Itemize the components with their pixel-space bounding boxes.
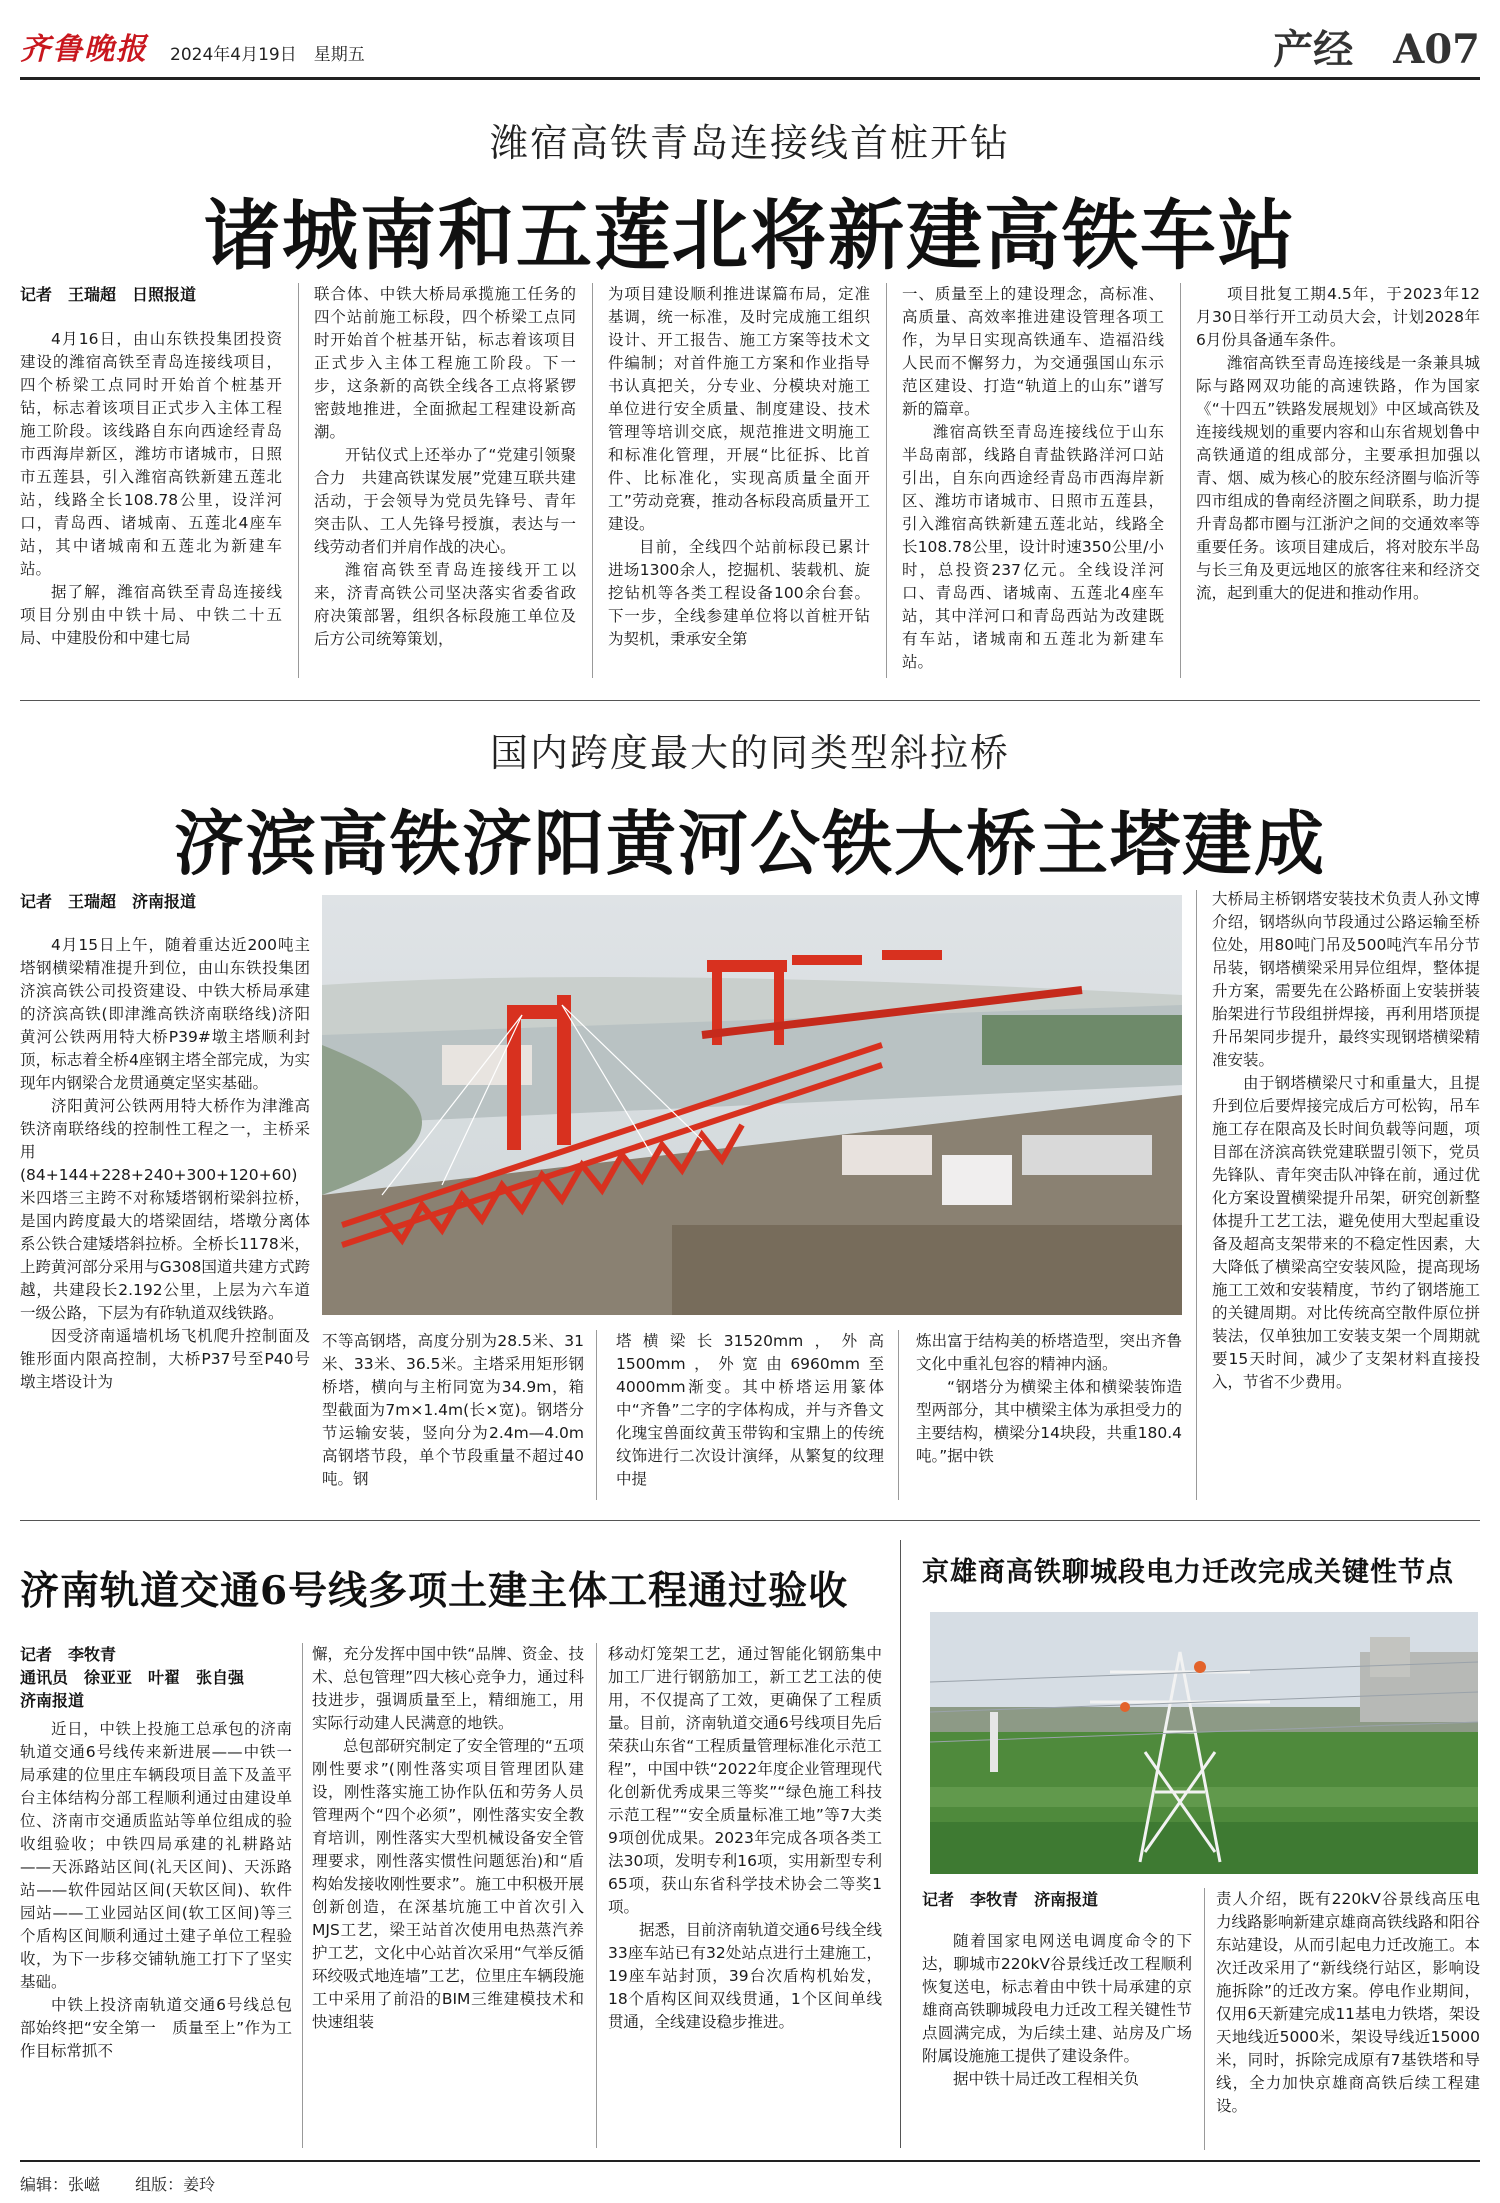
story1-headline: 诸城南和五莲北将新建高铁车站 [204, 191, 1296, 280]
paragraph: “钢塔分为横梁主体和横梁装饰造型两部分，其中横梁主体为承担受力的主要结构，横梁分14块段，共重180.4吨。”据中铁 [916, 1378, 1182, 1465]
story1-kicker: 潍宿高铁青岛连接线首桩开钻 [489, 121, 1010, 165]
paragraph: 随着国家电网送电调度命令的下达，聊城市220kV谷景线迁改工程顺利恢复送电，标志着由中铁十局承建的京雄商高铁聊城段电力迁改工程关键性节点圆满完成，为后续土建、站房及广场附属设施施工提供了建设条件。 [922, 1932, 1192, 2065]
issue-date: 2024年4月19日 星期五 [170, 45, 365, 65]
story2-byline: 记者 王瑞超 济南报道 [20, 892, 197, 911]
story2-column-4 [916, 1330, 1182, 1500]
story2-kicker: 国内跨度最大的同类型斜拉桥 [489, 731, 1010, 775]
paragraph: 塔横梁长31520mm，外高1500mm，外宽由6960mm至4000mm渐变。其中桥塔运用篆体中“齐鲁”二字的字体构成，并与齐鲁文化瑰宝兽面纹黄玉带钩和宝鼎上的传统纹饰进行二次设计演绎，从繁复的纹理中提 [616, 1332, 884, 1488]
power-tower-image [930, 1612, 1478, 1874]
paragraph: 一、质量至上的建设理念，高标准、高质量、高效率推进建设管理各项工作，为早日实现高铁通车、造福沿线人民而不懈努力，为交通强国山东示范区建设、打造“轨道上的山东”谱写新的篇章。 [902, 285, 1164, 418]
paragraph: 潍宿高铁至青岛连接线位于山东半岛南部，线路自青盐铁路洋河口站引出，自东向西途经青岛市西海岸新区、潍坊市诸城市、日照市五莲县，引入潍宿高铁新建五莲北站，线路全长108.78公里，设计时速350公里/小时，总投资237亿元。全线设洋河口、青岛西、诸城南、五莲北4座车站，其中洋河口和青岛西站为改建既有车站，诸城南和五莲北为新建车站。 [902, 423, 1164, 671]
story3-byline-reporter: 记者 李牧青 [20, 1645, 117, 1664]
story3-column-1 [20, 1718, 292, 2148]
paragraph: 4月16日，由山东铁投集团投资建设的潍宿高铁至青岛连接线项目，四个桥梁工点同时开始首个桩基开钻，标志着该项目正式步入主体工程施工阶段。该线路自东向西途经青岛市西海岸新区，潍坊市诸城市，日照市五莲县，引入潍宿高铁新建五莲北站，线路全长108.78公里，设洋河口，青岛西、诸城南、五莲北4座车站，其中诸城南和五莲北为新建车站。 [20, 330, 282, 578]
story4-headline: 京雄商高铁聊城段电力迁改完成关键性节点 [922, 1557, 1454, 1588]
editor-credit: 编辑：张嵫 [20, 2175, 101, 2194]
story1-column-4 [902, 283, 1164, 678]
paragraph: 目前，全线四个站前标段已累计进场1300余人，挖掘机、装载机、旋挖钻机等各类工程设备100余台套。下一步，全线参建单位将以首桩开钻为契机，秉承安全第 [608, 538, 870, 648]
newspaper-logo: 齐鲁晚报 [20, 32, 148, 67]
story3-byline-location: 济南报道 [20, 1691, 85, 1710]
paragraph: 因受济南遥墙机场飞机爬升控制面及锥形面内限高控制，大桥P37号至P40号墩主塔设计为 [20, 1327, 310, 1391]
story1-column-1 [20, 328, 282, 678]
story1-column-5 [1196, 283, 1480, 678]
story4-column-1 [922, 1930, 1192, 2150]
story3-byline [20, 1643, 300, 1712]
paragraph: 中铁上投济南轨道交通6号线总包部始终把“安全第一 质量至上”作为工作目标常抓不 [20, 1996, 292, 2060]
paragraph: 大桥局主桥钢塔安装技术负责人孙文博介绍，钢塔纵向节段通过公路运输至桥位处，用80吨门吊及500吨汽车吊分节吊装，钢塔横梁采用异位组焊，整体提升方案，需要先在公路桥面上安装拼装胎架进行节段组拼焊接，再利用塔顶提升吊架同步提升，最终实现钢塔横梁精准安装。 [1212, 890, 1480, 1069]
story1-column-3 [608, 283, 870, 678]
story2-column-2 [322, 1330, 584, 1500]
page-footer [20, 2160, 1480, 2195]
paragraph: 项目批复工期4.5年，于2023年12月30日举行开工动员大会，计划2028年6月份具备通车条件。 [1196, 285, 1480, 349]
story2-headline: 济滨高铁济阳黄河公铁大桥主塔建成 [174, 802, 1326, 885]
story2-column-3 [616, 1330, 884, 1500]
section-page: 产经 A07 [1273, 26, 1480, 73]
bridge-construction-image [322, 895, 1182, 1315]
paragraph: 炼出富于结构美的桥塔造型，突出齐鲁文化中重礼包容的精神内涵。 [916, 1332, 1182, 1373]
story1-byline: 记者 王瑞超 日照报道 [20, 285, 197, 304]
story2-column-5 [1212, 888, 1480, 1500]
story3-column-2 [312, 1643, 584, 2148]
story1-column-2 [314, 283, 576, 678]
story4-column-2 [1216, 1888, 1480, 2150]
paragraph: 懈，充分发挥中国中铁“品牌、资金、技术、总包管理”四大核心竞争力，通过科技进步，强调质量至上，精细施工，用实际行动建人民满意的地铁。 [312, 1645, 584, 1732]
story3-column-3 [608, 1643, 882, 2148]
paragraph: 为项目建设顺利推进谋篇布局，定准基调，统一标准，及时完成施工组织设计、开工报告、施工方案等技术文件编制；对首件施工方案和作业指导书认真把关，分专业、分模块对施工单位进行安全质量、制度建设、技术管理等培训交底，规范推进文明施工和标准化管理，开展“比征拆、比首件、比标准化，实现高质量全面开工”劳动竞赛，推动各标段高质量开工建设。 [608, 285, 870, 533]
paragraph: 据中铁十局迁改工程相关负 [953, 2070, 1140, 2088]
paragraph: 责人介绍，既有220kV谷景线高压电力线路影响新建京雄商高铁线路和阳谷东站建设，从而引起电力迁改施工。本次迁改采用了“新线绕行站区，影响设施拆除”的迁改方案。停电作业期间，仅用6天新建完成11基电力铁塔，架设天地线近5000米，架设导线近15000米，同时，拆除完成原有7基铁塔和导线，全力加快京雄商高铁后续工程建设。 [1216, 1890, 1480, 2115]
story4-byline: 记者 李牧青 济南报道 [922, 1890, 1099, 1909]
story2-column-1 [20, 934, 310, 1499]
paragraph: 济阳黄河公铁两用特大桥作为津潍高铁济南联络线的控制性工程之一，主桥采用(84+144+228+240+300+120+60)米四塔三主跨不对称矮塔钢桁梁斜拉桥，是国内跨度最大的塔梁固结，塔墩分离体系公铁合建矮塔斜拉桥。全桥长1178米，上跨黄河部分采用与G308国道共建方式跨越，共建段长2.192公里，上层为六车道一级公路，下层为有砟轨道双线铁路。 [20, 1097, 310, 1322]
paragraph: 移动灯笼架工艺，通过智能化钢筋集中加工厂进行钢筋加工，新工艺工法的使用，不仅提高了工效，更确保了工程质量。目前，济南轨道交通6号线项目先后荣获山东省“工程质量管理标准化示范工程”，中国中铁“2022年度企业管理现代化创新优秀成果三等奖”“绿色施工科技示范工程”“安全质量标准工地”等7大类9项创优成果。2023年完成各项各类工法30项，发明专利16项，实用新型专利65项，获山东省科学技术协会二等奖1项。 [608, 1645, 882, 1916]
story3-byline-correspondents: 通讯员 徐亚亚 叶翟 张自强 [20, 1668, 245, 1687]
paragraph: 4月15日上午，随着重达近200吨主塔钢横梁精准提升到位，由山东铁投集团济滨高铁公司投资建设、中铁大桥局承建的济滨高铁(即津潍高铁济南联络线)济阳黄河公铁两用特大桥P39#墩主塔顺利封顶，标志着全桥4座钢主塔全部完成，为实现年内钢梁合龙贯通奠定坚实基础。 [20, 936, 310, 1092]
paragraph: 潍宿高铁至青岛连接线开工以来，济青高铁公司坚决落实省委省政府决策部署，组织各标段施工单位及后方公司统筹策划， [314, 561, 576, 648]
paragraph: 开钻仪式上还举办了“党建引领聚合力 共建高铁谋发展”党建互联共建活动，于会领导为党员先锋号、青年突击队、工人先锋号授旗，表达与一线劳动者们并肩作战的决心。 [314, 446, 576, 556]
paragraph: 据悉，目前济南轨道交通6号线全线33座车站已有32处站点进行土建施工，19座车站封顶，39台次盾构机始发，18个盾构区间双线贯通，1个区间单线贯通，全线建设稳步推进。 [608, 1921, 882, 2031]
paragraph: 据了解，潍宿高铁至青岛连接线项目分别由中铁十局、中铁二十五局、中建股份和中建七局 [20, 583, 282, 647]
layout-credit: 组版：姜玲 [135, 2175, 216, 2194]
paragraph: 潍宿高铁至青岛连接线是一条兼具城际与路网双功能的高速铁路，作为国家《“十四五”铁路发展规划》中区域高铁及连接线规划的重要内容和山东省规划鲁中高铁通道的组成部分，主要承担加强以青、烟、威为核心的胶东经济圈与临沂等四市组成的鲁南经济圈之间联系，助力提升青岛都市圈与江浙沪之间的交通效率等重要任务。该项目建成后，将对胶东半岛与长三角及更远地区的旅客往来和经济交流，起到重大的促进和推动作用。 [1196, 354, 1480, 602]
paragraph: 联合体、中铁大桥局承揽施工任务的四个站前施工标段，四个桥梁工点同时开始首个桩基开钻，标志着该项目正式步入主体工程施工阶段。下一步，这条新的高铁全线各工点将紧锣密鼓地推进，全面掀起工程建设新高潮。 [314, 285, 576, 441]
bridge-photo [322, 895, 1182, 1315]
paragraph: 不等高钢塔，高度分别为28.5米、31米、33米、36.5米。主塔采用矩形钢桥塔，横向与主桁同宽为34.9m，箱型截面为7m×1.4m(长×宽)。钢塔分节运输安装，竖向分为2.4m—4.0m高钢塔节段，单个节段重量不超过40吨。钢 [322, 1332, 584, 1488]
paragraph: 总包部研究制定了安全管理的“五项刚性要求”(刚性落实项目管理团队建设，刚性落实施工协作队伍和劳务人员管理两个“四个必须”，刚性落实安全教育培训，刚性落实大型机械设备安全管理要求，刚性落实惯性问题惩治)和“盾构始发接收刚性要求”。施工中积极开展创新创造，在深基坑施工中首次引入MJS工艺，梁王站首次使用电热蒸汽养护工艺，文化中心站首次采用“气举反循环绞吸式地连墙”工艺，位里庄车辆段施工中采用了前沿的BIM三维建模技术和快速组装 [312, 1737, 584, 2031]
pylon-photo [930, 1612, 1478, 1874]
story3-headline: 济南轨道交通6号线多项土建主体工程通过验收 [20, 1568, 849, 1614]
masthead [20, 18, 1480, 80]
paragraph: 由于钢塔横梁尺寸和重量大，且提升到位后要焊接完成后方可松钩，吊车施工存在限高及长时间负载等问题，项目部在济滨高铁党建联盟引领下，党员先锋队、青年突击队冲锋在前，通过优化方案设置横梁提升吊架，研究创新整体提升工艺工法，避免使用大型起重设备及超高支架带来的不稳定性因素，大大降低了横梁高空安装风险，提高现场施工工效和安装精度，节约了钢塔施工的关键周期。对比传统高空散件原位拼装法，仅单独加工安装支架一个周期就要15天时间，减少了支架材料直接投入，节省不少费用。 [1212, 1074, 1480, 1391]
paragraph: 近日，中铁上投施工总承包的济南轨道交通6号线传来新进展——中铁一局承建的位里庄车辆段项目盖下及盖平台主体结构分部工程顺利通过由建设单位、济南市交通质监站等单位组成的验收组验收；中铁四局承建的礼耕路站——天泺路站区间(礼天区间)、天泺路站——软件园站区间(天软区间)、软件园站——工业园站区间(软工区间)等三个盾构区间顺利通过土建子单位工程验收，为下一步移交铺轨施工打下了坚实基础。 [20, 1720, 292, 1991]
